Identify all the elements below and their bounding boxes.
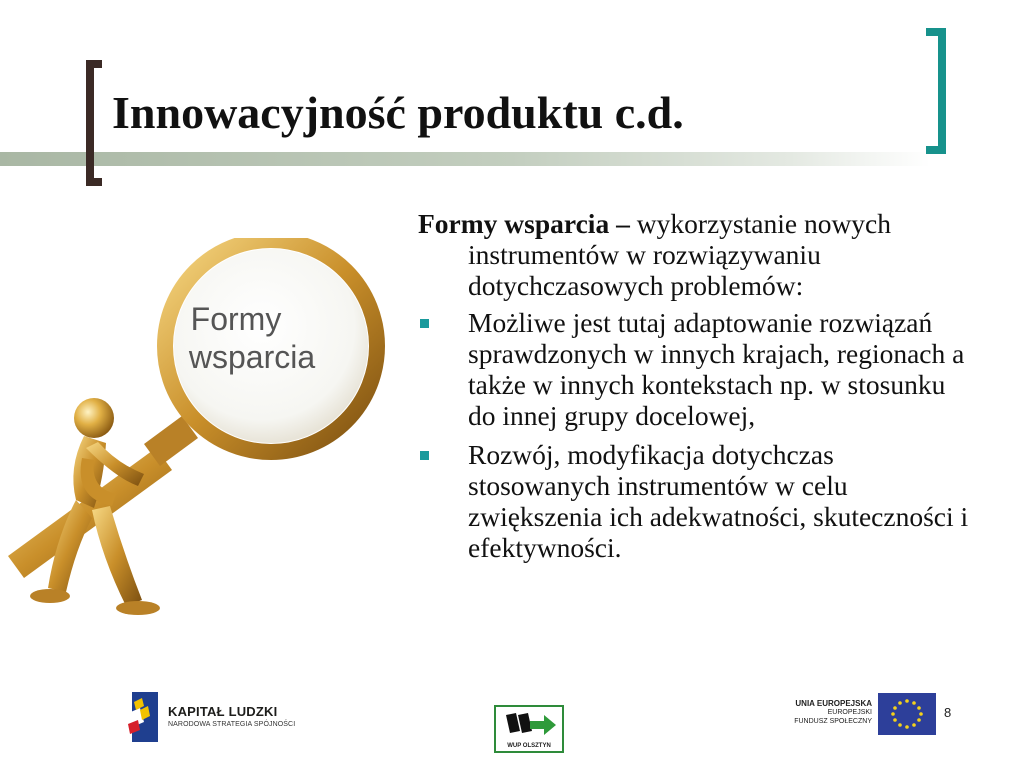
kapital-ludzki-logo xyxy=(126,688,295,744)
bullet-item xyxy=(418,439,978,563)
title-band xyxy=(0,152,930,166)
eu-flag-icon xyxy=(878,693,936,735)
eu-text xyxy=(760,699,872,726)
bullet-item xyxy=(418,307,978,431)
eu-line-1: EUROPEJSKI xyxy=(827,709,872,716)
intro-text: wykorzystanie nowych instrumentów w rozwiązywaniu dotychczasowych problemów: xyxy=(468,208,892,301)
lens-text-line2: wsparcia xyxy=(188,339,316,375)
page-number: 8 xyxy=(944,705,952,720)
intro-bold-term: Formy wsparcia xyxy=(418,208,610,239)
magnifier-figure-illustration xyxy=(6,238,386,648)
kapital-ludzki-subtitle: NARODOWA STRATEGIA SPÓJNOŚCI xyxy=(168,721,296,728)
bullet-list xyxy=(418,307,978,563)
bullet-text: Możliwe jest tutaj adaptowanie rozwiązań sprawdzonych w innych krajach, regionach a także w innych kontekstach np. w stosunku do innej grupy docelowej, xyxy=(468,307,965,431)
lens-text-line1: Formy xyxy=(190,301,282,337)
square-bullet-icon xyxy=(420,451,429,460)
wup-icon xyxy=(496,707,562,741)
kapital-ludzki-icon xyxy=(126,688,160,744)
kapital-ludzki-text xyxy=(168,704,295,728)
intro-dash: – xyxy=(609,208,637,239)
wup-olsztyn-logo xyxy=(494,705,564,753)
left-bracket-decoration xyxy=(86,60,102,186)
wup-label: WUP OLSZTYN xyxy=(507,743,551,749)
bullet-text: Rozwój, modyfikacja dotychczas stosowanych instrumentów w celu zwiększenia ich adekwatności, skuteczności i efektywności. xyxy=(468,439,969,563)
eu-title: UNIA EUROPEJSKA xyxy=(795,699,872,708)
content-body xyxy=(418,208,978,571)
right-bracket-decoration xyxy=(926,28,946,154)
kapital-ludzki-title: KAPITAŁ LUDZKI xyxy=(168,704,278,719)
square-bullet-icon xyxy=(420,319,429,328)
intro-paragraph xyxy=(418,208,978,301)
eu-line-2: FUNDUSZ SPOŁECZNY xyxy=(794,718,872,725)
slide-title: Innowacyjność produktu c.d. xyxy=(112,88,692,139)
